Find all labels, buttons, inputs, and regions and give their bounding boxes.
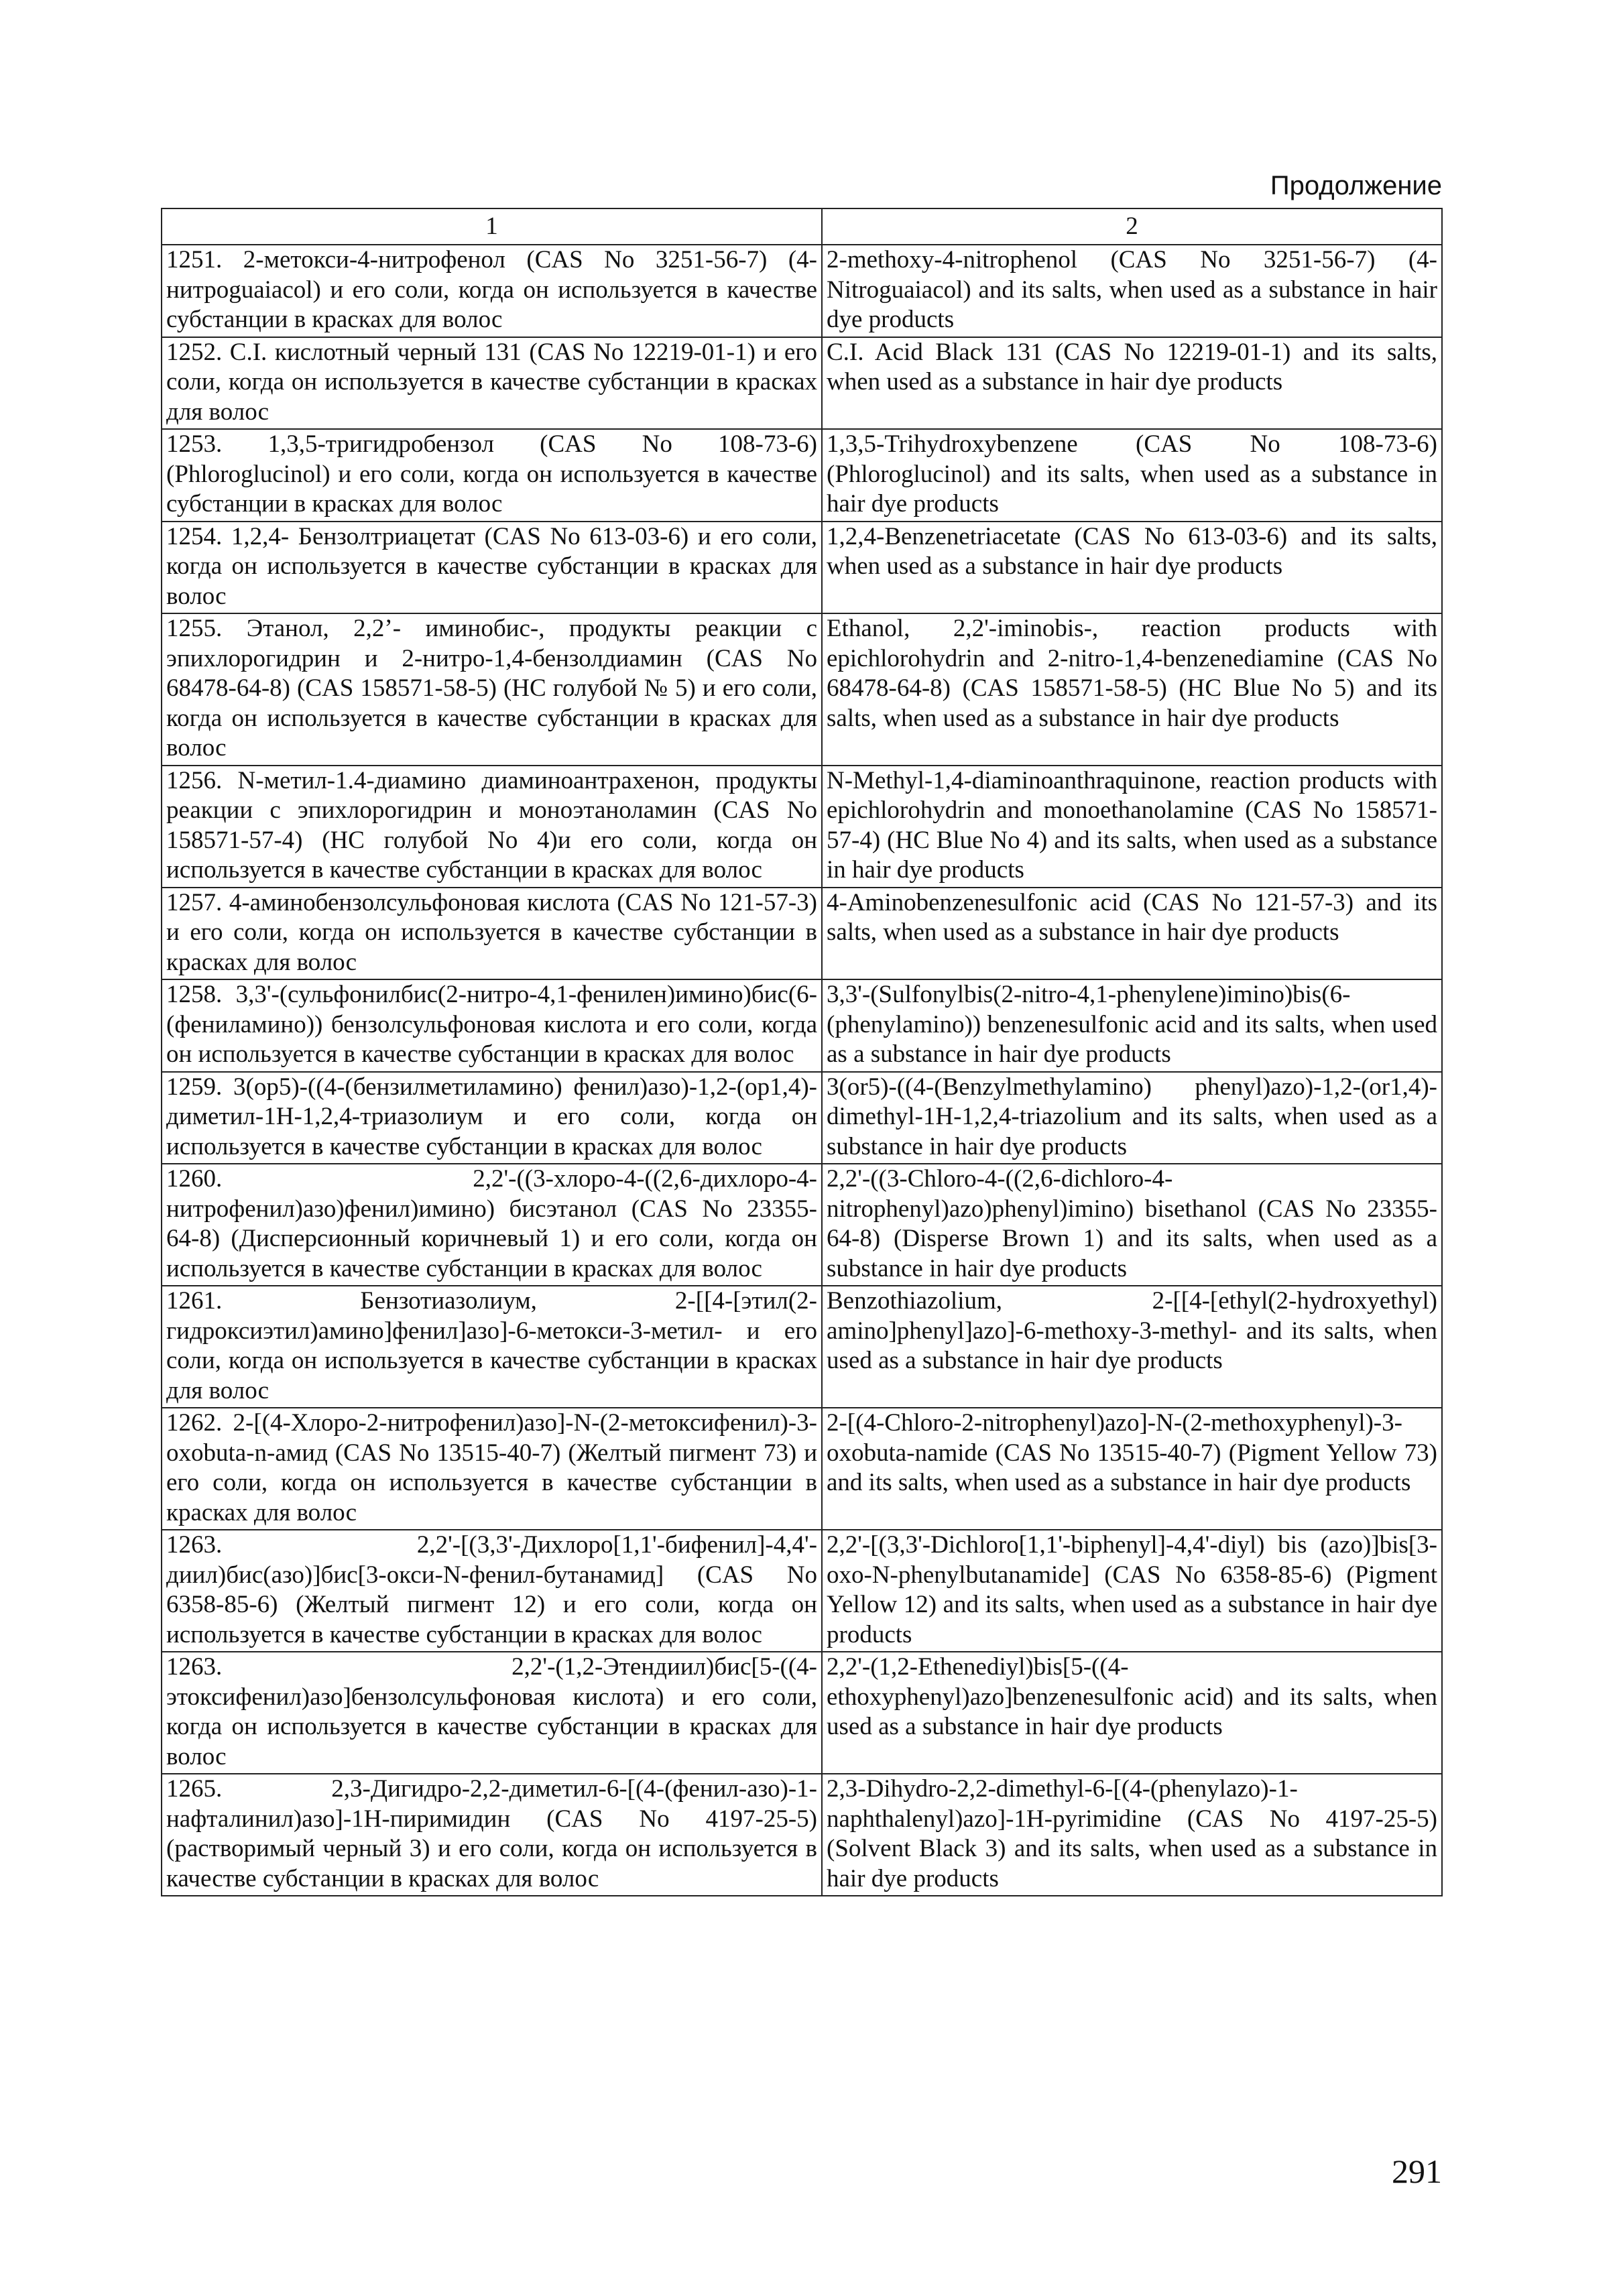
russian-entry-cell: 1256. N-метил-1.4-диамино диаминоантрахенон, продукты реакции с эпихлорогидрин и моноэтаноламин (CAS No 158571-57-4) (НС голубой No 4)и его соли, когда он используется в качестве субстанции в красках для волос bbox=[162, 766, 822, 888]
column-header-1: 1 bbox=[162, 208, 822, 245]
english-entry-cell: 1,3,5-Trihydroxybenzene (CAS No 108-73-6) (Phloroglucinol) and its salts, when used as a substance in hair dye products bbox=[822, 429, 1442, 522]
table-row bbox=[162, 429, 1442, 522]
english-entry-cell: 3(or5)-((4-(Benzylmethylamino) phenyl)azo)-1,2-(or1,4)-dimethyl-1H-1,2,4-triazolium and its salts, when used as a substance in hair dye products bbox=[822, 1072, 1442, 1164]
column-header-2: 2 bbox=[822, 208, 1442, 245]
english-entry-cell: C.I. Acid Black 131 (CAS No 12219-01-1) and its salts, when used as a substance in hair dye products bbox=[822, 337, 1442, 430]
english-entry-cell: Ethanol, 2,2'-iminobis-, reaction products with epichlorohydrin and 2-nitro-1,4-benzenediamine (CAS No 68478-64-8) (CAS 158571-58-5) (HC Blue No 5) and its salts, when used as a substance in hair dye products bbox=[822, 613, 1442, 766]
russian-entry-cell: 1262. 2-[(4-Хлоро-2-нитрофенил)азо]-N-(2-метоксифенил)-3-oxobuta-n-амид (CAS No 13515-40-7) (Желтый пигмент 73) и его соли, когда он используется в качестве субстанции в красках для волос bbox=[162, 1408, 822, 1530]
russian-entry-cell: 1263. 2,2'-(1,2-Этендиил)бис[5-((4-этоксифенил)азо]бензолсульфоновая кислота) и его соли, когда он используется в качестве субстанции в красках для волос bbox=[162, 1652, 822, 1774]
table-row bbox=[162, 337, 1442, 430]
english-entry-cell: 2-methoxy-4-nitrophenol (CAS No 3251-56-7) (4-Nitroguaiacol) and its salts, when used as a substance in hair dye products bbox=[822, 245, 1442, 337]
english-entry-cell: 2,3-Dihydro-2,2-dimethyl-6-[(4-(phenylazo)-1-naphthalenyl)azo]-1H-pyrimidine (CAS No 4197-25-5) (Solvent Black 3) and its salts, when used as a substance in hair dye products bbox=[822, 1774, 1442, 1896]
english-entry-cell: 2,2'-((3-Chloro-4-((2,6-dichloro-4-nitrophenyl)azo)phenyl)imino) bisethanol (CAS No 23355-64-8) (Disperse Brown 1) and its salts, when used as a substance in hair dye products bbox=[822, 1164, 1442, 1286]
table-row bbox=[162, 979, 1442, 1072]
russian-entry-cell: 1265. 2,3-Дигидро-2,2-диметил-6-[(4-(фенил-азо)-1-нафталинил)азо]-1Н-пиримидин (CAS No 4197-25-5) (растворимый черный 3) и его соли, когда он используется в качестве субстанции в красках для волос bbox=[162, 1774, 822, 1896]
table-row bbox=[162, 1652, 1442, 1774]
substance-table bbox=[161, 208, 1443, 1896]
russian-entry-cell: 1254. 1,2,4- Бензолтриацетат (CAS No 613-03-6) и его соли, когда он используется в качестве субстанции в красках для волос bbox=[162, 522, 822, 614]
russian-entry-cell: 1255. Этанол, 2,2’- иминобис-, продукты реакции с эпихлорогидрин и 2-нитро-1,4-бензолдиамин (CAS No 68478-64-8) (CAS 158571-58-5) (НС голубой № 5) и его соли, когда он используется в качестве субстанции в красках для волос bbox=[162, 613, 822, 766]
russian-entry-cell: 1263. 2,2'-[(3,3'-Дихлоро[1,1'-бифенил]-4,4'-диил)бис(азо)]бис[3-окси-N-фенил-бутанамид] (CAS No 6358-85-6) (Желтый пигмент 12) и его соли, когда он используется в качестве субстанции в красках для волос bbox=[162, 1530, 822, 1652]
russian-entry-cell: 1261. Бензотиазолиум, 2-[[4-[этил(2-гидроксиэтил)амино]фенил]азо]-6-метокси-3-метил- и его соли, когда он используется в качестве субстанции в красках для волос bbox=[162, 1286, 822, 1408]
table-row bbox=[162, 888, 1442, 980]
table-row bbox=[162, 1286, 1442, 1408]
english-entry-cell: 1,2,4-Benzenetriacetate (CAS No 613-03-6) and its salts, when used as a substance in hair dye products bbox=[822, 522, 1442, 614]
table-row bbox=[162, 1774, 1442, 1896]
table-row bbox=[162, 613, 1442, 766]
russian-entry-cell: 1260. 2,2'-((3-хлоро-4-((2,6-дихлоро-4-нитрофенил)азо)фенил)имино) бисэтанол (CAS No 23355-64-8) (Дисперсионный коричневый 1) и его соли, когда он используется в качестве субстанции в красках для волос bbox=[162, 1164, 822, 1286]
russian-entry-cell: 1259. 3(ор5)-((4-(бензилметиламино) фенил)азо)-1,2-(ор1,4)-диметил-1Н-1,2,4-триазолиум и его соли, когда он используется в качестве субстанции в красках для волос bbox=[162, 1072, 822, 1164]
table-row bbox=[162, 1408, 1442, 1530]
page-number: 291 bbox=[1392, 2153, 1442, 2190]
english-entry-cell: 2,2'-(1,2-Ethenediyl)bis[5-((4-ethoxyphenyl)azo]benzenesulfonic acid) and its salts, when used as a substance in hair dye products bbox=[822, 1652, 1442, 1774]
substance-table-container bbox=[161, 208, 1441, 1896]
russian-entry-cell: 1257. 4-аминобензолсульфоновая кислота (CAS No 121-57-3) и его соли, когда он используется в качестве субстанции в красках для волос bbox=[162, 888, 822, 980]
table-row bbox=[162, 245, 1442, 337]
table-row bbox=[162, 766, 1442, 888]
table-row bbox=[162, 1530, 1442, 1652]
russian-entry-cell: 1251. 2-метокси-4-нитрофенол (CAS No 3251-56-7) (4-нитроguaiacol) и его соли, когда он используется в качестве субстанции в красках для волос bbox=[162, 245, 822, 337]
russian-entry-cell: 1258. 3,3'-(сульфонилбис(2-нитро-4,1-фенилен)имино)бис(6-(фениламино)) бензолсульфоновая кислота и его соли, когда он используется в качестве субстанции в красках для волос bbox=[162, 979, 822, 1072]
table-row bbox=[162, 1164, 1442, 1286]
english-entry-cell: 2,2'-[(3,3'-Dichloro[1,1'-biphenyl]-4,4'-diyl) bis (azo)]bis[3-oxo-N-phenylbutanamide] (CAS No 6358-85-6) (Pigment Yellow 12) and its salts, when used as a substance in hair dye products bbox=[822, 1530, 1442, 1652]
english-entry-cell: 4-Aminobenzenesulfonic acid (CAS No 121-57-3) and its salts, when used as a substance in hair dye products bbox=[822, 888, 1442, 980]
table-row bbox=[162, 522, 1442, 614]
english-entry-cell: N-Methyl-1,4-diaminoanthraquinone, reaction products with epichlorohydrin and monoethanolamine (CAS No 158571-57-4) (HC Blue No 4) and its salts, when used as a substance in hair dye products bbox=[822, 766, 1442, 888]
russian-entry-cell: 1252. C.I. кислотный черный 131 (CAS No 12219-01-1) и его соли, когда он используется в качестве субстанции в красках для волос bbox=[162, 337, 822, 430]
english-entry-cell: 3,3'-(Sulfonylbis(2-nitro-4,1-phenylene)imino)bis(6-(phenylamino)) benzenesulfonic acid and its salts, when used as a substance in hair dye products bbox=[822, 979, 1442, 1072]
table-row bbox=[162, 1072, 1442, 1164]
english-entry-cell: Benzothiazolium, 2-[[4-[ethyl(2-hydroxyethyl) amino]phenyl]azo]-6-methoxy-3-methyl- and its salts, when used as a substance in hair dye products bbox=[822, 1286, 1442, 1408]
table-header-row bbox=[162, 208, 1442, 245]
english-entry-cell: 2-[(4-Chloro-2-nitrophenyl)azo]-N-(2-methoxyphenyl)-3-oxobuta-namide (CAS No 13515-40-7) (Pigment Yellow 73) and its salts, when used as a substance in hair dye products bbox=[822, 1408, 1442, 1530]
continuation-label: Продолжение bbox=[1270, 171, 1442, 200]
russian-entry-cell: 1253. 1,3,5-тригидробензол (CAS No 108-73-6) (Phloroglucinol) и его соли, когда он используется в качестве субстанции в красках для волос bbox=[162, 429, 822, 522]
